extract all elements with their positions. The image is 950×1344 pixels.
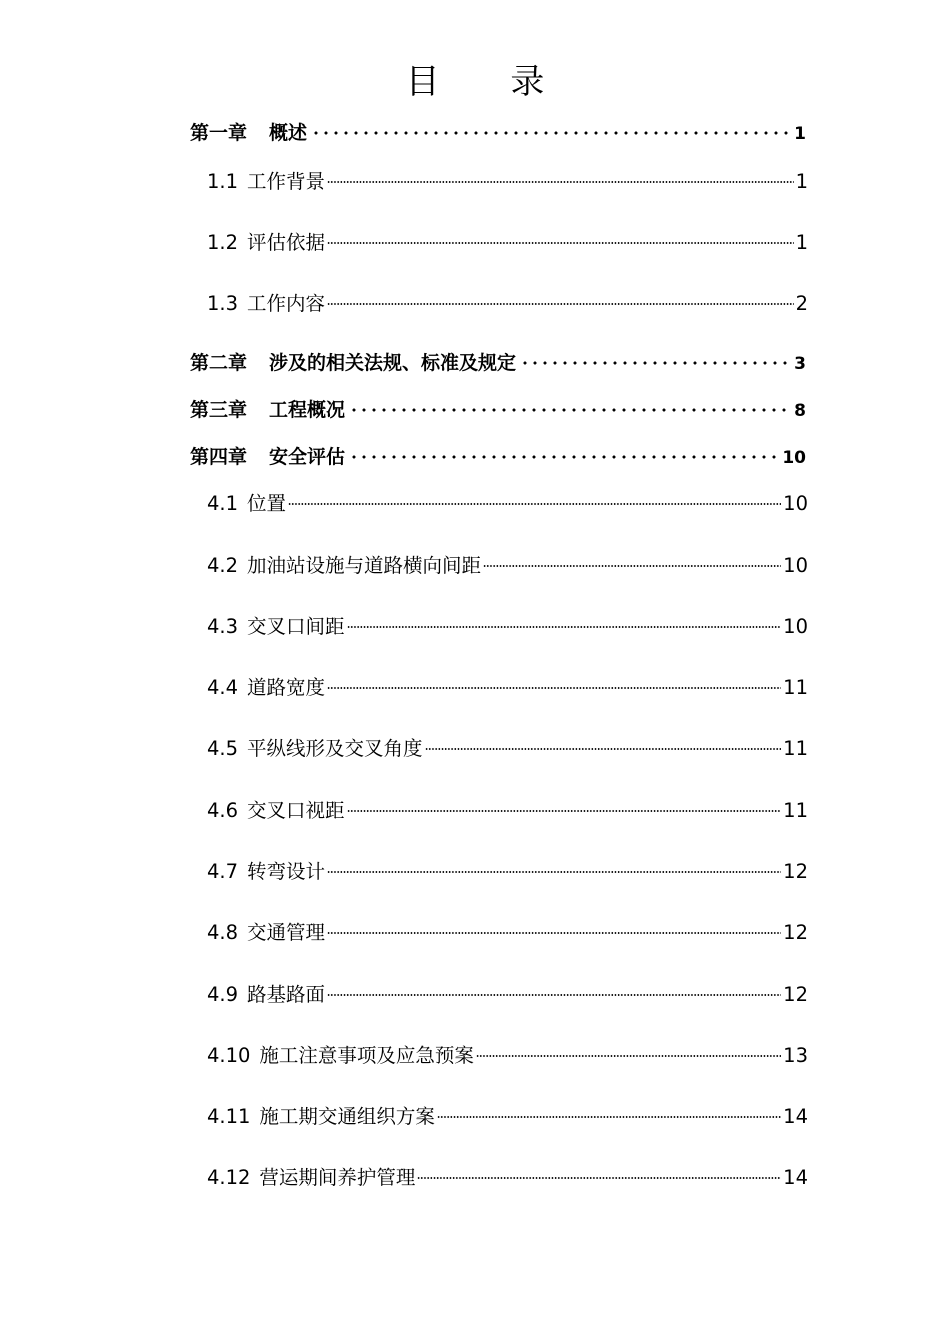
toc-entry-label: 概述 xyxy=(269,122,308,144)
toc-entry-page: 2 xyxy=(795,292,808,315)
toc-entry-section-4-12[interactable] xyxy=(207,1162,808,1190)
toc-entry-label: 工作内容 xyxy=(247,292,326,315)
toc-entry-page: 14 xyxy=(783,1105,808,1128)
toc-entry-number: 第三章 xyxy=(190,399,248,421)
dot-leader xyxy=(347,446,780,465)
toc-entry-page: 14 xyxy=(783,1166,808,1189)
toc-entry-section-4-2[interactable] xyxy=(207,550,808,578)
toc-entry-page: 3 xyxy=(794,354,806,374)
toc-entry-page: 12 xyxy=(783,983,808,1006)
toc-entry-label: 路基路面 xyxy=(247,983,326,1006)
toc-entry-section-4-10[interactable] xyxy=(207,1040,808,1068)
toc-entry-number: 4.9 xyxy=(207,983,239,1006)
toc-entry-page: 10 xyxy=(783,615,808,638)
toc-entry-label: 施工期交通组织方案 xyxy=(259,1105,435,1128)
dot-leader xyxy=(327,984,781,1004)
toc-entry-section-4-7[interactable] xyxy=(207,856,808,884)
toc-entry-number: 4.11 xyxy=(207,1105,251,1128)
toc-entry-page: 1 xyxy=(795,231,808,254)
dot-leader xyxy=(518,352,792,371)
dot-leader xyxy=(288,493,781,513)
toc-entry-section-1-2[interactable] xyxy=(207,227,808,255)
toc-entry-page: 10 xyxy=(783,554,808,577)
toc-entry-section-4-3[interactable] xyxy=(207,611,808,639)
toc-entry-number: 4.1 xyxy=(207,492,239,515)
dot-leader xyxy=(483,555,781,575)
toc-entry-number: 第一章 xyxy=(190,122,248,144)
toc-entry-number: 4.5 xyxy=(207,737,239,760)
toc-entry-label: 涉及的相关法规、标准及规定 xyxy=(269,352,517,374)
toc-entry-label: 交叉口间距 xyxy=(247,615,345,638)
toc-entry-label: 工作背景 xyxy=(247,170,326,193)
toc-entry-label: 营运期间养护管理 xyxy=(259,1166,416,1189)
toc-entry-label: 道路宽度 xyxy=(247,676,326,699)
toc-entry-number: 4.10 xyxy=(207,1044,251,1067)
toc-entry-section-4-5[interactable] xyxy=(207,733,808,761)
toc-entry-number: 4.12 xyxy=(207,1166,251,1189)
toc-entry-page: 10 xyxy=(782,448,806,468)
toc-entry-label: 交通管理 xyxy=(247,921,326,944)
dot-leader xyxy=(425,738,782,758)
dot-leader xyxy=(347,616,782,636)
toc-entry-page: 12 xyxy=(783,860,808,883)
toc-entry-number: 第四章 xyxy=(190,446,248,468)
toc-entry-chapter-1[interactable] xyxy=(190,118,806,145)
toc-entry-label: 安全评估 xyxy=(269,446,346,468)
toc-entry-page: 1 xyxy=(794,124,806,144)
dot-leader xyxy=(347,399,792,418)
dot-leader xyxy=(327,171,794,191)
dot-leader xyxy=(309,122,792,141)
dot-leader xyxy=(327,677,781,697)
toc-entry-page: 10 xyxy=(783,492,808,515)
toc-entry-number: 第二章 xyxy=(190,352,248,374)
toc-entry-chapter-3[interactable] xyxy=(190,395,806,422)
toc-entry-label: 工程概况 xyxy=(269,399,346,421)
toc-entry-section-1-3[interactable] xyxy=(207,288,808,316)
toc-entry-page: 11 xyxy=(783,676,808,699)
toc-entry-section-4-8[interactable] xyxy=(207,917,808,945)
toc-entry-section-4-4[interactable] xyxy=(207,672,808,700)
toc-entry-label: 交叉口视距 xyxy=(247,799,345,822)
toc-entry-page: 8 xyxy=(794,401,806,421)
toc-entry-page: 11 xyxy=(783,737,808,760)
toc-entry-number: 4.6 xyxy=(207,799,239,822)
toc-entry-section-4-9[interactable] xyxy=(207,979,808,1007)
toc-entry-number: 4.7 xyxy=(207,860,239,883)
toc-entry-page: 1 xyxy=(795,170,808,193)
toc-entry-section-4-11[interactable] xyxy=(207,1101,808,1129)
dot-leader xyxy=(327,232,794,252)
toc-entry-section-4-1[interactable] xyxy=(207,488,808,516)
toc-entry-page: 13 xyxy=(783,1044,808,1067)
toc-entry-label: 平纵线形及交叉角度 xyxy=(247,737,423,760)
dot-leader xyxy=(347,800,782,820)
toc-entry-page: 11 xyxy=(783,799,808,822)
dot-leader xyxy=(327,861,781,881)
dot-leader xyxy=(437,1106,781,1126)
toc-entry-chapter-4[interactable] xyxy=(190,442,806,469)
toc-entry-chapter-2[interactable] xyxy=(190,348,806,375)
dot-leader xyxy=(476,1045,781,1065)
toc-entry-section-4-6[interactable] xyxy=(207,795,808,823)
toc-entry-label: 转弯设计 xyxy=(247,860,326,883)
dot-leader xyxy=(327,293,794,313)
dot-leader xyxy=(327,922,781,942)
toc-entry-label: 评估依据 xyxy=(247,231,326,254)
dot-leader xyxy=(417,1167,781,1187)
toc-entry-label: 加油站设施与道路横向间距 xyxy=(247,554,482,577)
toc-entry-number: 4.2 xyxy=(207,554,239,577)
toc-entry-number: 1.2 xyxy=(207,231,239,254)
toc-entry-label: 施工注意事项及应急预案 xyxy=(259,1044,474,1067)
toc-entry-number: 4.8 xyxy=(207,921,239,944)
toc-entry-page: 12 xyxy=(783,921,808,944)
toc-entry-section-1-1[interactable] xyxy=(207,166,808,194)
toc-entry-label: 位置 xyxy=(247,492,287,515)
toc-entry-number: 4.3 xyxy=(207,615,239,638)
page-title: 目 录 xyxy=(405,62,575,102)
toc-entry-number: 1.3 xyxy=(207,292,239,315)
toc-entry-number: 1.1 xyxy=(207,170,239,193)
toc-entry-number: 4.4 xyxy=(207,676,239,699)
